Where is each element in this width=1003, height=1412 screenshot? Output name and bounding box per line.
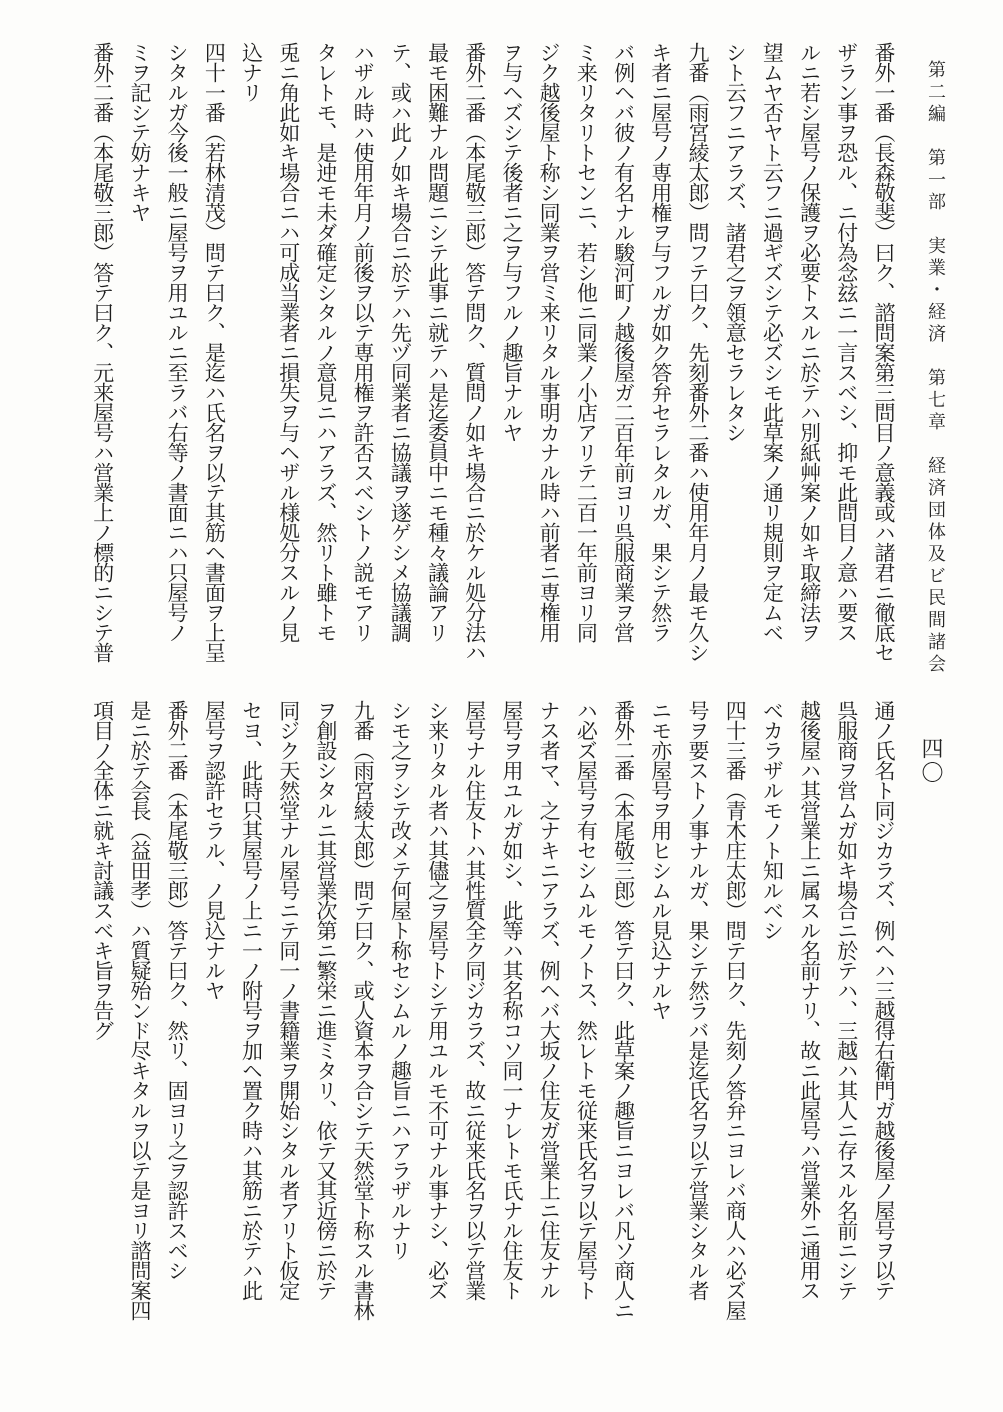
text-line: 屋号ヲ認許セラル、ノ見込ナルヤ [202, 700, 227, 1000]
text-line: ハザル時ハ使用年月ノ前後ヲ以テ専用権ヲ許否スベシトノ説モアリ [351, 42, 376, 642]
text-line: 四十一番（若林清茂）問テ曰ク、是迄ハ氏名ヲ以テ其筋ヘ書面ヲ上呈 [202, 42, 227, 662]
text-line: 項目ノ全体ニ就キ討議スベキ旨ヲ告グ [90, 700, 115, 1040]
text-line: テ、或ハ此ノ如キ場合ニ於テハ先ヅ同業者ニ協議ヲ遂ゲシメ協議調 [388, 42, 413, 642]
text-line: ナス者マ、之ナキニアラズ、例ヘバ大坂ノ住友ガ営業上ニ住友ナル [537, 700, 562, 1300]
text-line: 番外一番（長森敬斐）曰ク、諮問案第三問目ノ意義或ハ諸君ニ徹底セ [872, 42, 896, 662]
text-line: 番外二番（本尾敬三郎）答テ曰ク、然リ、固ヨリ之ヲ認許スベシ [165, 700, 190, 1280]
text-line: シタルガ今後一般ニ屋号ヲ用ユルニ至ラバ右等ノ書面ニハ只屋号ノ [165, 42, 190, 642]
text-line: 是ニ於テ会長（益田孝）ハ質疑殆ンド尽キタルヲ以テ是ヨリ諮問案四 [127, 700, 152, 1320]
text-line: 呉服商ヲ営ムガ如キ場合ニ於テハ、三越ハ其人ニ存スル名前ニシテ [834, 700, 859, 1300]
text-line: 屋号ナル住友トハ其性質全ク同ジカラズ、故ニ従来氏名ヲ以テ営業 [462, 700, 487, 1300]
text-line: ハ必ズ屋号ヲ有セシムルモノトス、然レトモ従来氏名ヲ以テ屋号ト [574, 700, 599, 1300]
upper-text-tier [84, 42, 902, 662]
text-line: ヲ創設シタルニ其営業次第ニ繁栄ニ進ミタリ、依テ又其近傍ニ於テ [313, 700, 338, 1300]
text-line: キ者ニ屋号ノ専用権ヲ与フルガ如ク答弁セラレタルガ、果シテ然ラ [648, 42, 673, 642]
text-line: 番外二番（本尾敬三郎）答テ問ク、質問ノ如キ場合ニ於ケル処分法ハ [462, 42, 487, 662]
text-line: 通ノ氏名ト同ジカラズ、例ヘハ三越得右衛門ガ越後屋ノ屋号ヲ以テ [872, 700, 896, 1300]
text-line: バ例ヘバ彼ノ有名ナル駿河町ノ越後屋ガ二百年前ヨリ呉服商業ヲ営 [611, 42, 636, 642]
text-line: ベカラザルモノト知ルベシ [760, 700, 785, 940]
text-line: 号ヲ要ストノ事ナルガ、果シテ然ラバ是迄氏名ヲ以テ営業シタル者 [685, 700, 710, 1300]
text-line: 同ジク天然堂ナル屋号ニテ同一ノ書籍業ヲ開始シタル者アリト仮定 [276, 700, 301, 1300]
text-line: 屋号ヲ用ユルガ如シ、此等ハ其名称コソ同一ナレトモ氏ナル住友ト [499, 700, 524, 1300]
text-line: ジク越後屋ト称シ同業ヲ営ミ来リタル事明カナル時ハ前者ニ専権用 [537, 42, 562, 642]
text-line: セヨ、此時只其屋号ノ上ニ一ノ附号ヲ加ヘ置ク時ハ其筋ニ於テハ此 [239, 700, 264, 1300]
text-line: 望ムヤ否ヤト云フニ過ギズシテ必ズシモ此草案ノ通リ規則ヲ定ムベ [760, 42, 785, 642]
text-line: 番外二番（本尾敬三郎）答テ曰ク、此草案ノ趣旨ニヨレバ凡ソ商人ニ [611, 700, 636, 1320]
text-line: シ来リタル者ハ其儘之ヲ屋号トシテ用ユルモ不可ナル事ナシ、必ズ [425, 700, 450, 1300]
text-line: 九番（雨宮綾太郎）問フテ曰ク、先刻番外二番ハ使用年月ノ最モ久シ [685, 42, 710, 662]
page-number: 四〇 [918, 737, 943, 785]
running-header: 第二編 第一部 実業・経済 第七章 経済団体及ビ民間諸会 [925, 60, 946, 676]
text-line: シト云フニアラズ、諸君之ヲ領意セラレタシ [723, 42, 748, 442]
text-line: ルニ若シ屋号ノ保護ヲ必要トスルニ於テハ別紙艸案ノ如キ取締法ヲ [797, 42, 822, 642]
text-line: ヲ与ヘズシテ後者ニ之ヲ与フルノ趣旨ナルヤ [499, 42, 524, 442]
text-line: 番外二番（本尾敬三郎）答テ曰ク、元来屋号ハ営業上ノ標的ニシテ普 [90, 42, 115, 662]
text-line: ミ来リタリトセンニ、若シ他ニ同業ノ小店アリテ二百一年前ヨリ同 [574, 42, 599, 642]
text-line: ニモ亦屋号ヲ用ヒシムル見込ナルヤ [648, 700, 673, 1020]
text-line: 最モ困難ナル問題ニシテ此事ニ就テハ是迄委員中ニモ種々議論アリ [425, 42, 450, 642]
lower-text-tier [84, 700, 902, 1320]
text-line: 越後屋ハ其営業上ニ属スル名前ナリ、故ニ此屋号ハ営業外ニ通用ス [797, 700, 822, 1300]
text-line: シモ之ヲシテ改メテ何屋ト称セシムルノ趣旨ニハアラザルナリ [388, 700, 413, 1260]
text-line: 込ナリ [239, 42, 264, 102]
text-line: 兎ニ角此如キ場合ニハ可成当業者ニ損失ヲ与ヘザル様処分スルノ見 [276, 42, 301, 642]
text-line: ザラン事ヲ恐ル、ニ付為念玆ニ一言スベシ、抑モ此問目ノ意ハ要ス [834, 42, 859, 642]
text-line: タレトモ、是迚モ未ダ確定シタルノ意見ニハアラズ、然リト雖トモ [313, 42, 338, 642]
text-line: ミヲ記シテ妨ナキヤ [127, 42, 152, 222]
text-line: 九番（雨宮綾太郎）問テ曰ク、或人資本ヲ合シテ天然堂ト称スル書林 [351, 700, 376, 1320]
text-line: 四十三番（青木庄太郎）問テ曰ク、先刻ノ答弁ニヨレバ商人ハ必ズ屋 [723, 700, 748, 1320]
